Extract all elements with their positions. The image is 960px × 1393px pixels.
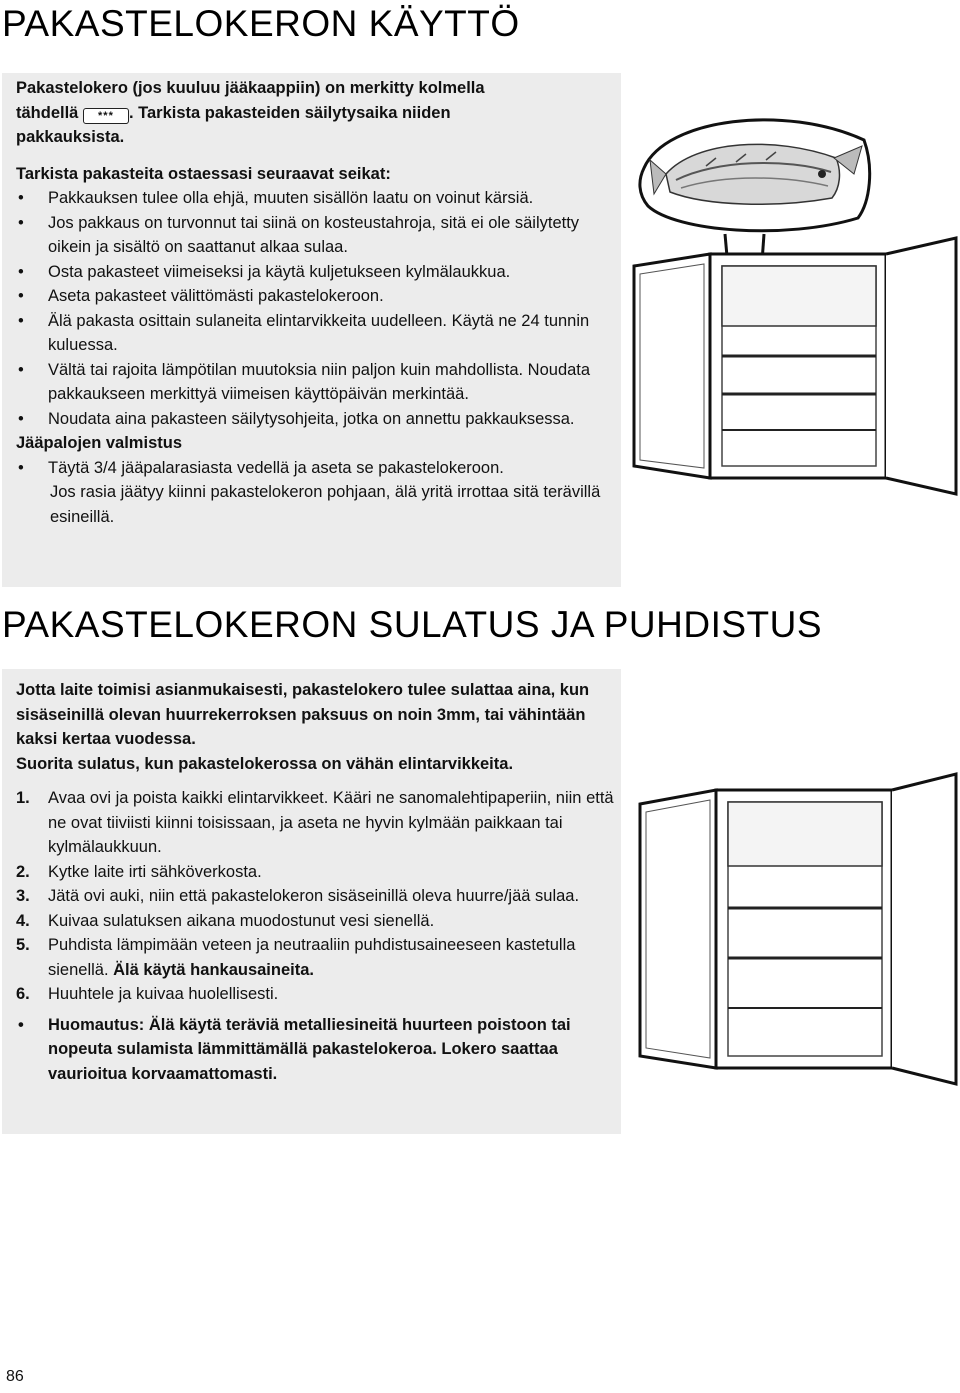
list-item: 4. Kuivaa sulatuksen aikana muodostunut vesi sienellä.	[16, 911, 435, 930]
section-title-defrost-cleaning: PAKASTELOKERON SULATUS JA PUHDISTUS	[2, 604, 823, 645]
list-item: 6. Huuhtele ja kuivaa huolellisesti.	[16, 985, 279, 1003]
list-item: • Aseta pakasteet välittömästi pakastelokeroon.	[18, 287, 384, 305]
list-item: 1. Avaa ovi ja poista kaikki elintarvikkeet. Kääri ne sanomalehtipaperiin, niin että ne ovat tiiviisti kiinni toisissaan, ja aseta ne hyvin kylmään paikkaan tai kylmälaukkuun.	[16, 789, 614, 856]
ice-note: Jos rasia jäätyy kiinni pakastelokeron pohjaan, älä yritä irrottaa sitä terävillä esineillä.	[50, 483, 601, 526]
list-item: • Jos pakkaus on turvonnut tai siinä on kosteustahroja, sitä ei ole säilytetty oikein ja sisältö on saattanut alkaa sulaa.	[18, 213, 580, 256]
intro-line-2: tähdellä *** . Tarkista pakasteiden säilytysaika niiden	[16, 103, 451, 122]
list-item: • Älä pakasta osittain sulaneita elintarvikkeita uudelleen. Käytä ne 24 tunnin kuluessa.	[18, 311, 590, 354]
list-item: • Noudata aina pakasteen säilytysohjeita, jotka on annettu pakkauksessa.	[18, 409, 575, 428]
list-item: • Osta pakasteet viimeiseksi ja käytä kuljetukseen kylmälaukkua.	[18, 262, 511, 281]
defrost-steps	[16, 786, 614, 1086]
list-item: 3. Jätä ovi auki, niin että pakastelokeron sisäseinillä oleva huurre/jää sulaa.	[16, 887, 580, 905]
defrost-intro: Jotta laite toimisi asianmukaisesti, pakastelokero tulee sulattaa aina, kun sisäseinillä olevan huurrekerroksen paksuus on noin 3mm, tai vähintään kaksi kertaa vuodessa.	[16, 681, 590, 748]
list-item: 5. Puhdista lämpimään veteen ja neutraaliin puhdistusaineeseen kastetulla sienellä. Älä käytä hankausaineita.	[16, 936, 576, 979]
fridge-illustration-2	[636, 768, 960, 1090]
three-star-badge-icon: ***	[83, 108, 129, 124]
check-list	[16, 186, 614, 431]
intro-line-3: pakkauksista.	[16, 128, 125, 146]
page-number: 86	[6, 1368, 24, 1385]
fridge-illustration-1	[630, 230, 960, 502]
list-item: 2. Kytke laite irti sähköverkosta.	[16, 862, 262, 881]
list-item: • Pakkauksen tulee olla ehjä, muuten sisällön laatu on voinut kärsiä.	[18, 189, 534, 207]
list-item: • Täytä 3/4 jääpalarasiasta vedellä ja aseta se pakastelokeroon.	[18, 458, 504, 477]
intro-line-1: Pakastelokero (jos kuuluu jääkaappiin) on merkitty kolmella	[16, 79, 485, 97]
check-heading: Tarkista pakasteita ostaessasi seuraavat seikat:	[16, 164, 391, 183]
defrost-text	[16, 678, 614, 1086]
warning-item: • Huomautus: Älä käytä teräviä metalliesineitä huurteen poistoon tai nopeuta sulamista lämmittämällä pakastelokeroa. Lokero saattaa vaurioitua korvaamattomasti.	[18, 1015, 571, 1083]
freezer-use-text	[16, 76, 614, 529]
frozen-fish-illustration	[636, 110, 882, 238]
ice-list	[16, 456, 614, 481]
section-title-freezer-use: PAKASTELOKERON KÄYTTÖ	[2, 3, 520, 44]
ice-heading: Jääpalojen valmistus	[16, 434, 182, 452]
list-item: • Vältä tai rajoita lämpötilan muutoksia niin paljon kuin mahdollista. Noudata pakkaukseen merkittyä viimeisen käyttöpäivän merkintää.	[18, 360, 591, 403]
defrost-intro-2: Suorita sulatus, kun pakastelokerossa on vähän elintarvikkeita.	[16, 754, 514, 773]
